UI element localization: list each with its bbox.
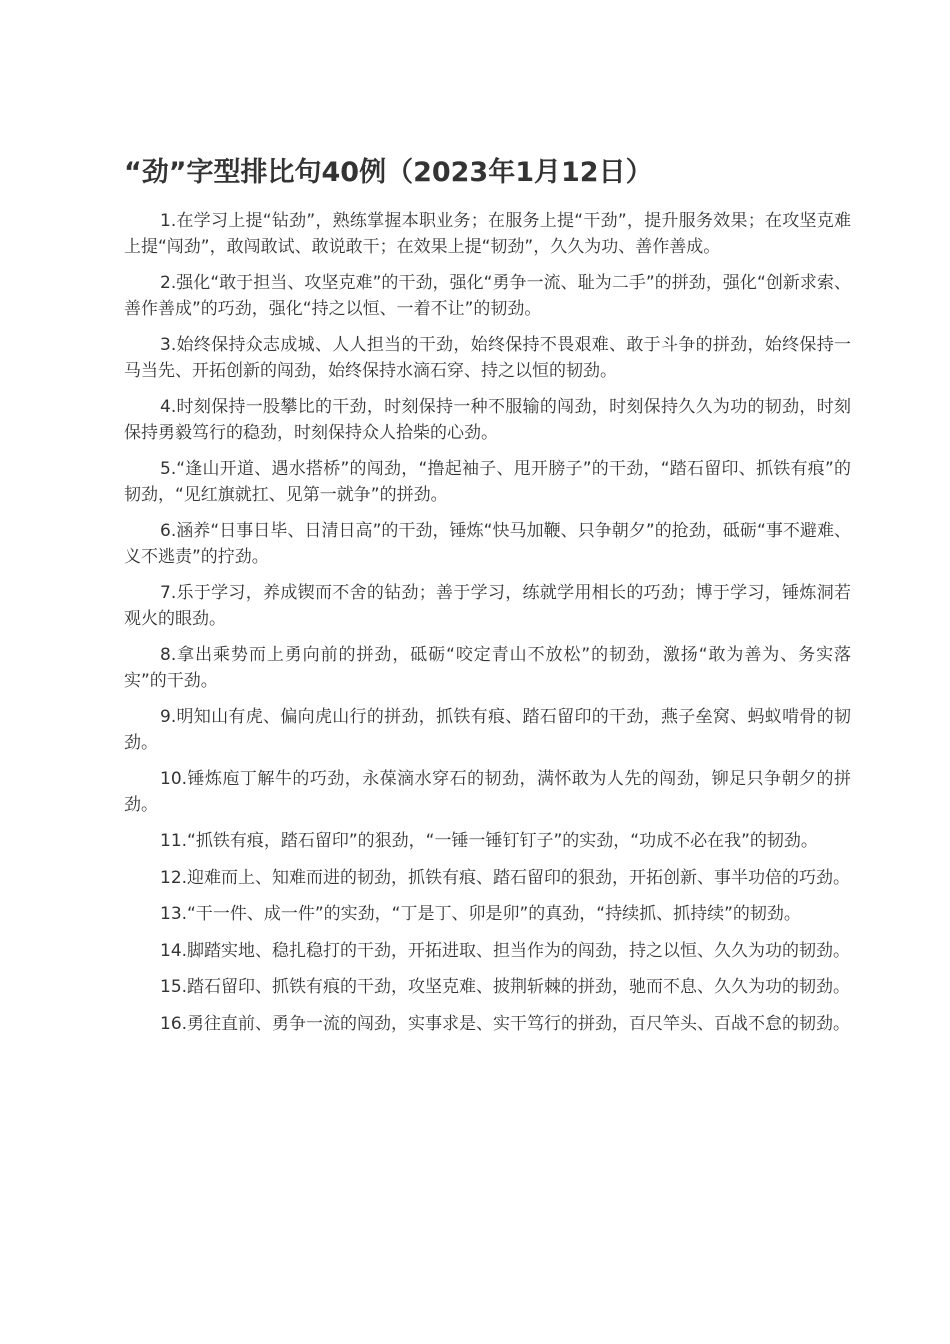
paragraph-4: 4.时刻保持一股攀比的干劲，时刻保持一种不服输的闯劲，时刻保持久久为功的韧劲，时刻保持勇毅笃行的稳劲，时刻保持众人拾柴的心劲。: [124, 397, 851, 443]
paragraph-11: 11.“抓铁有痕，踏石留印”的狠劲，“一锤一锤钉钉子”的实劲，“功成不必在我”的韧劲。: [160, 831, 818, 851]
paragraph-1: 1.在学习上提“钻劲”，熟练掌握本职业务；在服务上提“干劲”，提升服务效果；在攻坚克难上提“闯劲”，敢闯敢试、敢说敢干；在效果上提“韧劲”，久久为功、善作善成。: [124, 211, 851, 257]
paragraph-12: 12.迎难而上、知难而进的韧劲，抓铁有痕、踏石留印的狠劲，开拓创新、事半功倍的巧劲。: [160, 867, 851, 888]
paragraph-14: 14.脚踏实地、稳扎稳打的干劲，开拓进取、担当作为的闯劲，持之以恒、久久为功的韧劲。: [160, 940, 851, 961]
paragraph-2: 2.强化“敢于担当、攻坚克难”的干劲，强化“勇争一流、耻为二手”的拼劲，强化“创新求索、善作善成”的巧劲，强化“持之以恒、一着不让”的韧劲。: [124, 273, 851, 319]
paragraph-9: 9.明知山有虎、偏向虎山行的拼劲，抓铁有痕、踏石留印的干劲，燕子垒窝、蚂蚁啃骨的韧劲。: [124, 707, 851, 753]
paragraph-8: 8.拿出乘势而上勇向前的拼劲，砥砺“咬定青山不放松”的韧劲，激扬“敢为善为、务实落实”的干劲。: [124, 645, 851, 691]
document-title: “劲”字型排比句40例（2023年1月12日）: [124, 157, 653, 188]
paragraph-7: 7.乐于学习，养成锲而不舍的钻劲；善于学习，练就学用相长的巧劲；博于学习，锤炼洞若观火的眼劲。: [124, 583, 851, 629]
paragraph-16: 16.勇往直前、勇争一流的闯劲，实事求是、实干笃行的拼劲，百尺竿头、百战不怠的韧劲。: [160, 1013, 851, 1034]
paragraph-3: 3.始终保持众志成城、人人担当的干劲，始终保持不畏艰难、敢于斗争的拼劲，始终保持一马当先、开拓创新的闯劲，始终保持水滴石穿、持之以恒的韧劲。: [124, 335, 851, 381]
paragraph-5: 5.“逢山开道、遇水搭桥”的闯劲，“撸起袖子、甩开膀子”的干劲，“踏石留印、抓铁有痕”的韧劲，“见红旗就扛、见第一就争”的拼劲。: [124, 459, 851, 505]
paragraph-15: 15.踏石留印、抓铁有痕的干劲，攻坚克难、披荆斩棘的拼劲，驰而不息、久久为功的韧劲。: [160, 977, 851, 997]
paragraph-13: 13.“干一件、成一件”的实劲，“丁是丁、卯是卯”的真劲，“持续抓、抓持续”的韧劲。: [160, 904, 801, 924]
document-body: [124, 209, 851, 1048]
paragraph-6: 6.涵养“日事日毕、日清日高”的干劲，锤炼“快马加鞭、只争朝夕”的抢劲，砥砺“事不避难、义不逃责”的拧劲。: [124, 521, 851, 567]
paragraph-10: 10.锤炼庖丁解牛的巧劲，永葆滴水穿石的韧劲，满怀敢为人先的闯劲，铆足只争朝夕的拼劲。: [124, 769, 851, 815]
